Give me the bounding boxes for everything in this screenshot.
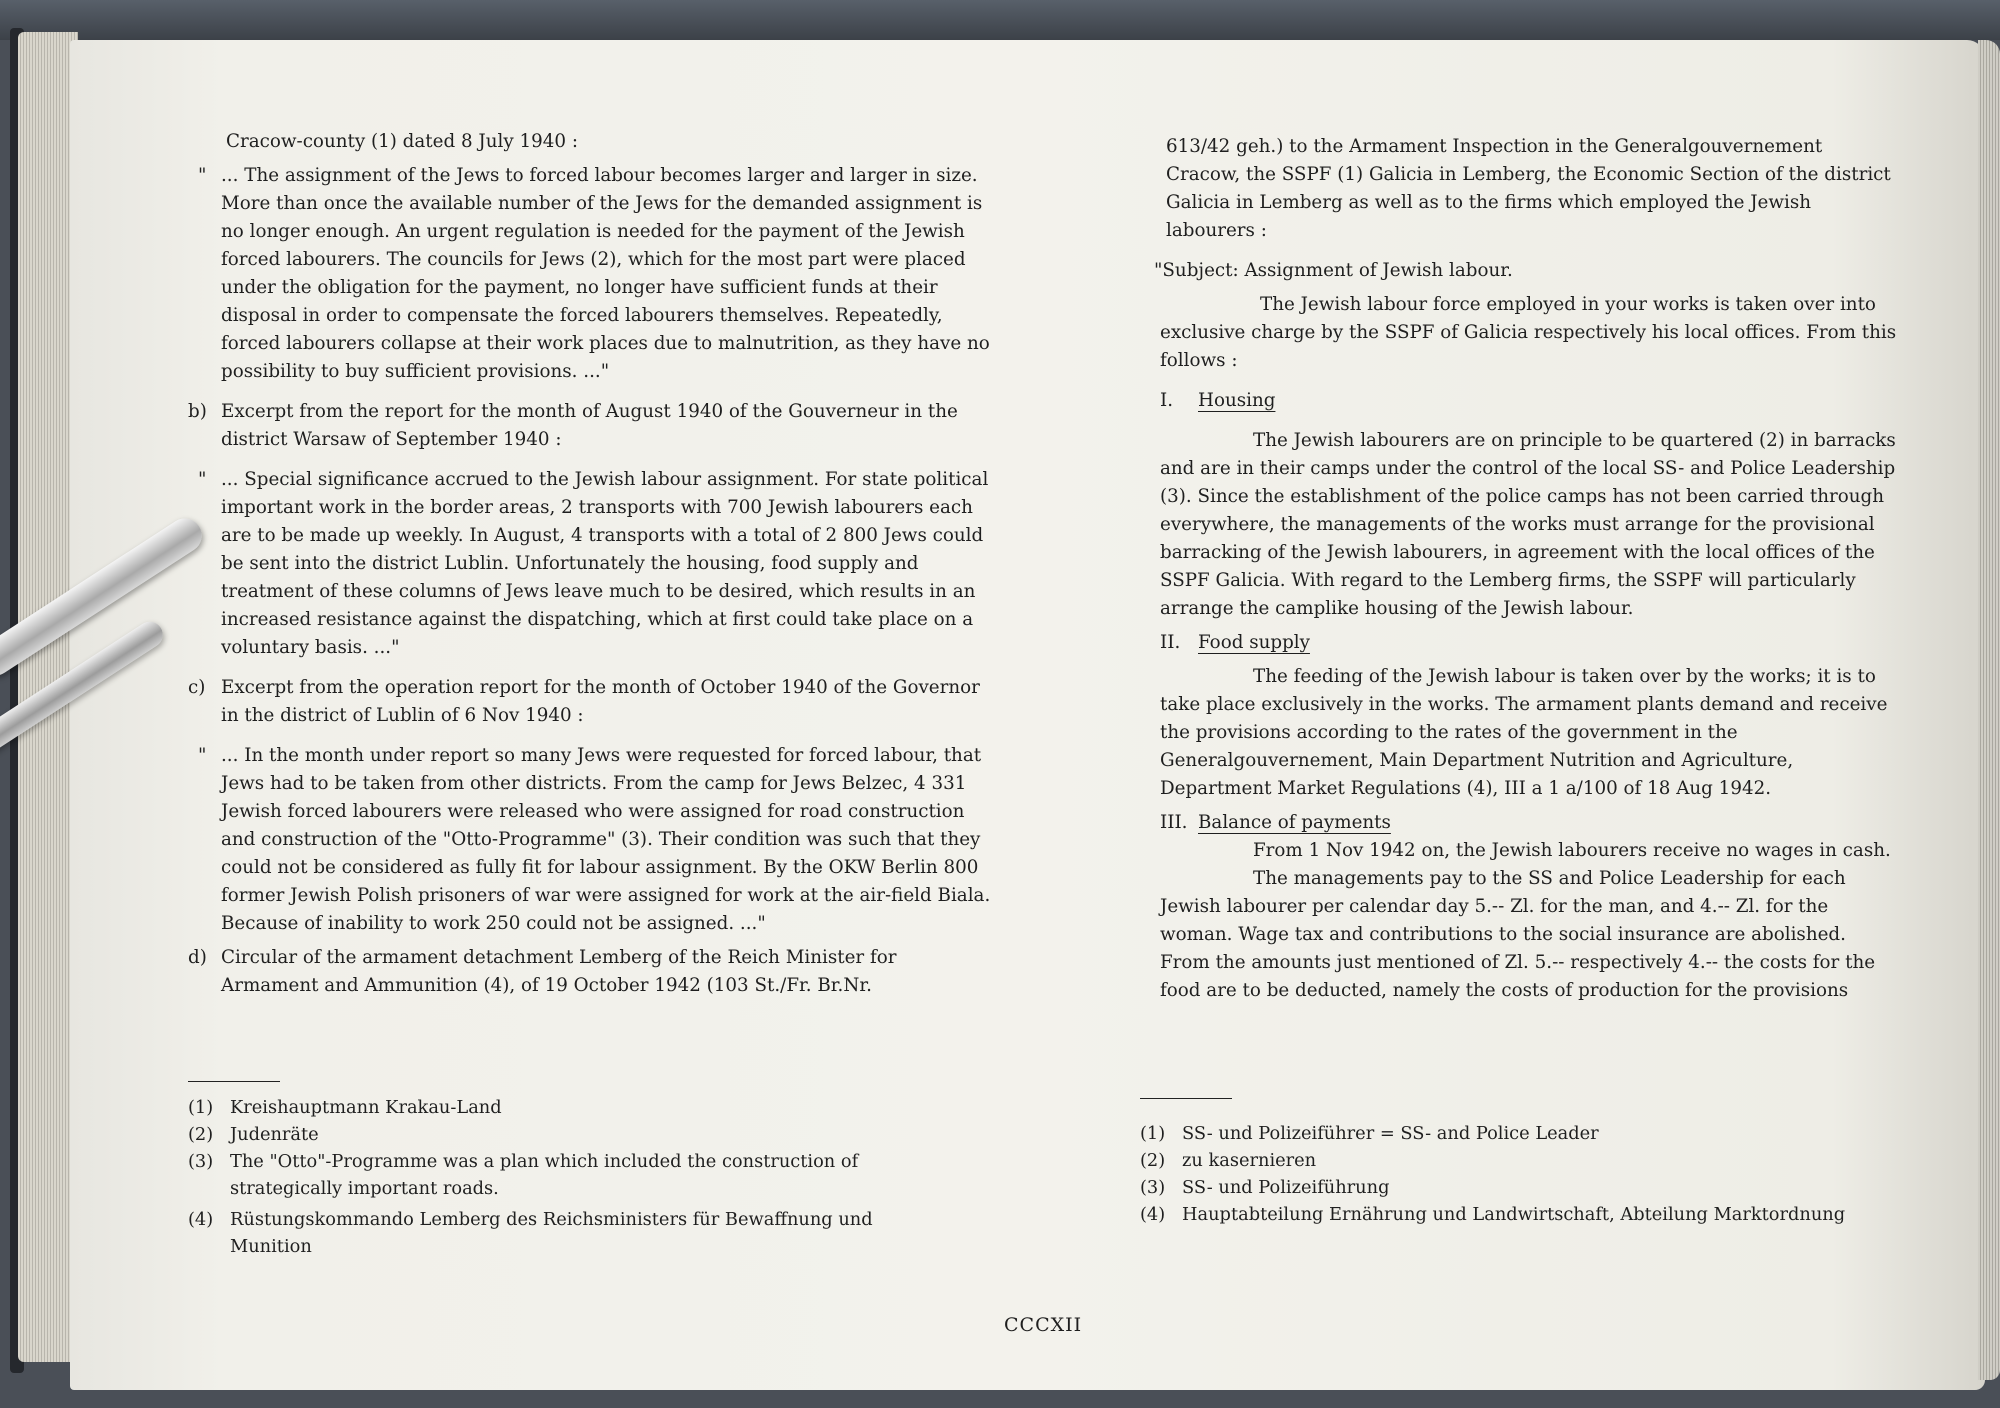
page-number: CCCXII (1004, 1314, 1083, 1336)
quote-c-text: ... In the month under report so many Jews were requested for forced labour, that Jews had to be taken from other districts. From the camp for Jews Belzec, 4 331 Jewish forced labourers were released who were assigned for road construction and construction of the "Otto-Programme" (3). Their condition was such that they could not be considered as fully fit for labour assignment. By the OKW Berlin 800 former Jewish Polish prisoners of war were assigned for work at the air-field Biala. Because of inability to work 250 could not be assigned. ..." (221, 745, 991, 934)
right-footnote-rule (1140, 1098, 1232, 1099)
left-page-column (188, 128, 993, 1000)
right-intro: 613/42 geh.) to the Armament Inspection in the Generalgouvernement Cracow, the SSPF (1) Galicia in Lemberg, the Economic Section of the district Galicia in Lemberg as well as to the firms which employed the Jewish labourers : (1166, 136, 1891, 241)
subject-paragraph: The Jewish labour force employed in your works is taken over into exclusive charge by the SSPF of Galicia respectively his local offices. From this follows : (1160, 294, 1897, 371)
right-page-column (1154, 133, 1898, 1005)
footnote: (4) Hauptabteilung Ernährung und Landwirtschaft, Abteilung Marktordnung (1140, 1204, 1846, 1225)
section-balance-of-payments (1160, 809, 1898, 837)
footnote: (3) SS- und Polizeiführung (1140, 1177, 1390, 1198)
quote-open-mark: " (198, 165, 207, 186)
left-intro: Cracow-county (1) dated 8 July 1940 : (226, 131, 578, 152)
footnote: (2) Judenräte (188, 1124, 319, 1145)
quote-open-mark: " (198, 469, 207, 490)
item-c (188, 674, 993, 730)
footnote: (4) Rüstungskommando Lemberg des Reichsministers für Bewaffnung und Munition (188, 1209, 873, 1257)
right-footnotes (1140, 1120, 1900, 1228)
quote-c (188, 742, 993, 938)
quote-open-mark: " (198, 745, 207, 766)
item-b (188, 398, 993, 454)
item-b-label: b) (188, 401, 207, 422)
item-d-text: Circular of the armament detachment Lemberg of the Reich Minister for Armament and Ammunition (4), of 19 October 1942 (103 St./Fr. Br.Nr. (221, 947, 897, 996)
section-food-supply (1160, 629, 1898, 657)
item-c-label: c) (188, 677, 206, 698)
section-paragraph: The feeding of the Jewish labour is taken over by the works; it is to take place exclusively in the works. The armament plants demand and receive the provisions according to the rates of the government in the Generalgouvernement, Main Department Nutrition and Agriculture, Department Market Regulations (4), III a 1 a/100 of 18 Aug 1942. (1160, 666, 1888, 799)
left-footnote-rule (188, 1081, 280, 1082)
left-footnotes (188, 1094, 928, 1260)
subject-line: "Subject: Assignment of Jewish labour. (1154, 260, 1513, 281)
footnote: (1) Kreishauptmann Krakau-Land (188, 1097, 502, 1118)
item-d (188, 944, 993, 1000)
page-edges-right (1978, 40, 2000, 1380)
item-b-text: Excerpt from the report for the month of August 1940 of the Gouverneur in the district Warsaw of September 1940 : (221, 401, 958, 450)
section-number: III. (1160, 812, 1188, 833)
footnote: (2) zu kasernieren (1140, 1150, 1317, 1171)
section-paragraph: The Jewish labourers are on principle to be quartered (2) in barracks and are in their camps under the control of the local SS- and Police Leadership (3). Since the establishment of the police camps has not been carried through everywhere, the managements of the works must arrange for the provisional barracking of the Jewish labourers, in agreement with the local offices of the SSPF Galicia. With regard to the Lemberg firms, the SSPF will particularly arrange the camplike housing of the Jewish labour. (1160, 430, 1896, 619)
footnote: (1) SS- und Polizeiführer = SS- and Police Leader (1140, 1123, 1599, 1144)
section-paragraph: From 1 Nov 1942 on, the Jewish labourers receive no wages in cash. (1253, 840, 1891, 861)
section-number: II. (1160, 632, 1181, 653)
section-title: Food supply (1198, 632, 1310, 653)
section-number: I. (1160, 390, 1174, 411)
quote-a-text: ... The assignment of the Jews to forced labour becomes larger and larger in size. More than once the available number of the Jews for the demanded assignment is no longer enough. An urgent regulation is needed for the payment of the Jewish forced labourers. The councils for Jews (2), which for the most part were placed under the obligation for the payment, no longer have sufficient funds at their disposal in order to compensate the forced labourers themselves. Repeatedly, forced labourers collapse at their work places due to malnutrition, as they have no possibility to buy sufficient provisions. ..." (221, 165, 990, 382)
section-title: Balance of payments (1198, 812, 1391, 833)
section-paragraph: The managements pay to the SS and Police Leadership for each Jewish labourer per calendar day 5.-- Zl. for the man, and 4.-- Zl. for the woman. Wage tax and contributions to the social insurance are abolished. From the amounts just mentioned of Zl. 5.-- respectively 4.-- the costs for the food are to be deducted, namely the costs of production for the provisions (1160, 868, 1876, 1001)
item-d-label: d) (188, 947, 207, 968)
quote-b-text: ... Special significance accrued to the Jewish labour assignment. For state political important work in the border areas, 2 transports with 700 Jewish labourers each are to be made up weekly. In August, 4 transports with a total of 2 800 Jews could be sent into the district Lublin. Unfortunately the housing, food supply and treatment of these columns of Jews leave much to be desired, which results in an increased resistance against the dispatching, which at first could take place on a voluntary basis. ..." (221, 469, 989, 658)
background (0, 0, 2000, 40)
quote-a (188, 162, 993, 386)
item-c-text: Excerpt from the operation report for the month of October 1940 of the Governor in the district of Lublin of 6 Nov 1940 : (221, 677, 980, 726)
section-title: Housing (1198, 390, 1276, 411)
section-housing (1160, 387, 1898, 415)
quote-b (188, 466, 993, 662)
footnote: (3) The "Otto"-Programme was a plan which included the construction of strategically important roads. (188, 1151, 859, 1199)
